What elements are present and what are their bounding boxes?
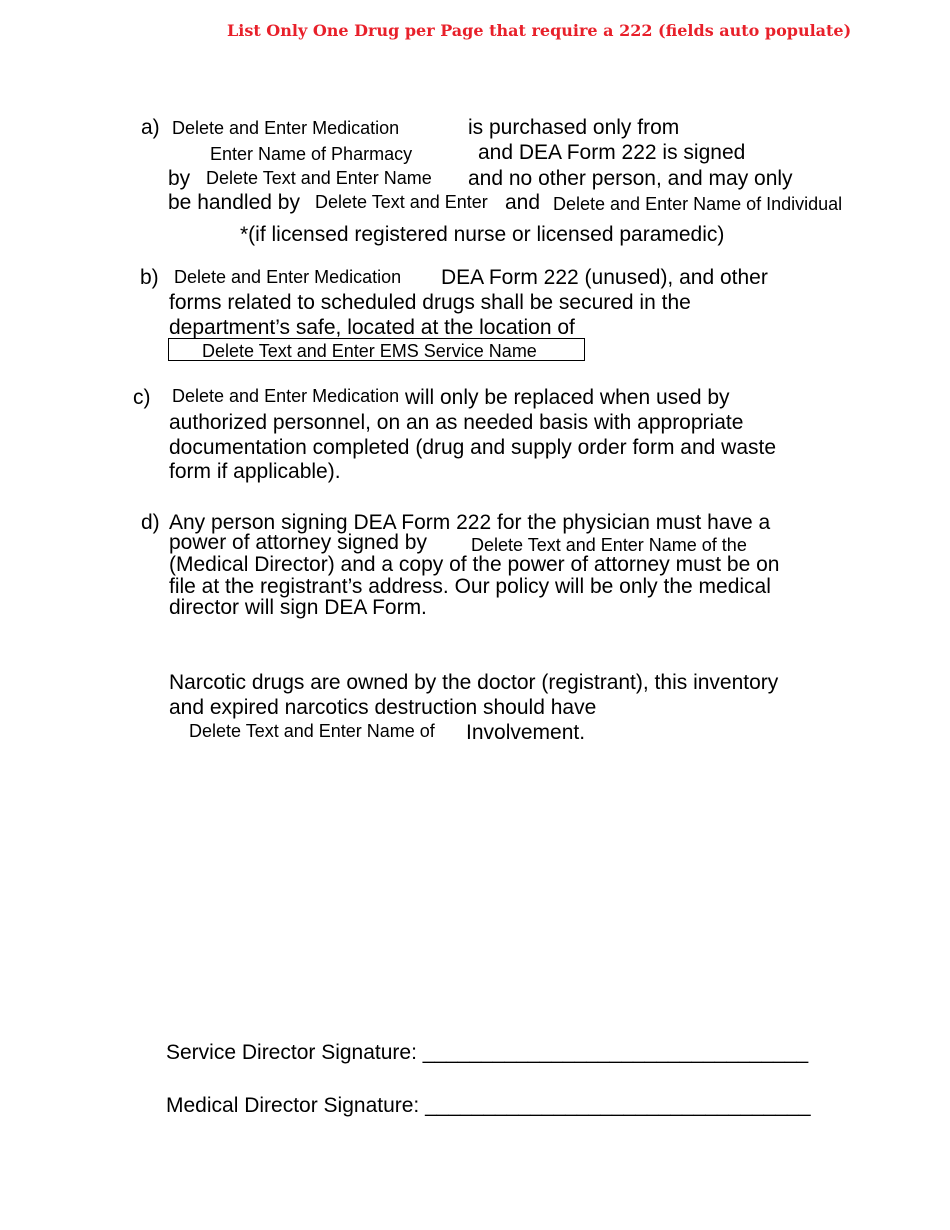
item-c-text: authorized personnel, on an as needed basis with appropriate [169, 411, 744, 434]
item-a-footnote: *(if licensed registered nurse or licensed paramedic) [240, 223, 725, 246]
pharmacy-name-field[interactable]: Enter Name of Pharmacy [210, 144, 413, 164]
item-b-marker: b) [140, 266, 159, 289]
item-d-text: file at the registrant’s address. Our policy will be only the medical [169, 575, 771, 598]
item-a-text: and [505, 191, 541, 214]
item-c-marker: c) [133, 386, 151, 409]
item-b-text: forms related to scheduled drugs shall be secured in the [169, 291, 691, 314]
service-director-signature-line[interactable]: Service Director Signature: _________________________________ [166, 1041, 809, 1064]
item-a-marker: a) [141, 116, 160, 139]
handler-name-field[interactable]: Delete Text and Enter [315, 192, 488, 212]
item-c-text: will only be replaced when used by [405, 386, 730, 409]
narcotics-name-field[interactable]: Delete Text and Enter Name of [189, 721, 435, 741]
page-instruction: List Only One Drug per Page that require a 222 (fields auto populate) [227, 21, 852, 40]
item-c-medication-field[interactable]: Delete and Enter Medication [172, 387, 400, 405]
item-a-text: by [168, 167, 191, 190]
individual-name-field[interactable]: Delete and Enter Name of Individual [553, 194, 843, 214]
item-b-text: department’s safe, located at the location of [169, 316, 575, 339]
item-d-text: director will sign DEA Form. [169, 596, 427, 619]
item-a-text: and DEA Form 222 is signed [478, 141, 746, 164]
item-a-medication-field[interactable]: Delete and Enter Medication [172, 118, 400, 138]
item-d-text: (Medical Director) and a copy of the power of attorney must be on [169, 553, 780, 576]
narcotics-text: Narcotic drugs are owned by the doctor (registrant), this inventory [169, 671, 779, 694]
item-a-text: be handled by [168, 191, 300, 214]
narcotics-text: Involvement. [466, 721, 586, 744]
item-c-text: form if applicable). [169, 460, 341, 483]
item-d-text: power of attorney signed by [169, 531, 427, 554]
narcotics-text: and expired narcotics destruction should have [169, 696, 597, 719]
signer-name-field[interactable]: Delete Text and Enter Name [206, 168, 432, 188]
item-a-text: and no other person, and may only [468, 167, 793, 190]
ems-service-name-field[interactable]: Delete Text and Enter EMS Service Name [168, 338, 585, 361]
attorney-signer-name-field[interactable]: Delete Text and Enter Name of the [471, 535, 747, 555]
item-b-text: DEA Form 222 (unused), and other [441, 266, 768, 289]
item-a-text: is purchased only from [468, 116, 680, 139]
item-d-marker: d) [141, 511, 160, 534]
item-b-medication-field[interactable]: Delete and Enter Medication [174, 267, 402, 287]
item-c-text: documentation completed (drug and supply order form and waste [169, 436, 777, 459]
item-d-text: Any person signing DEA Form 222 for the physician must have a [169, 511, 771, 534]
medical-director-signature-line[interactable]: Medical Director Signature: _________________________________ [166, 1094, 811, 1117]
